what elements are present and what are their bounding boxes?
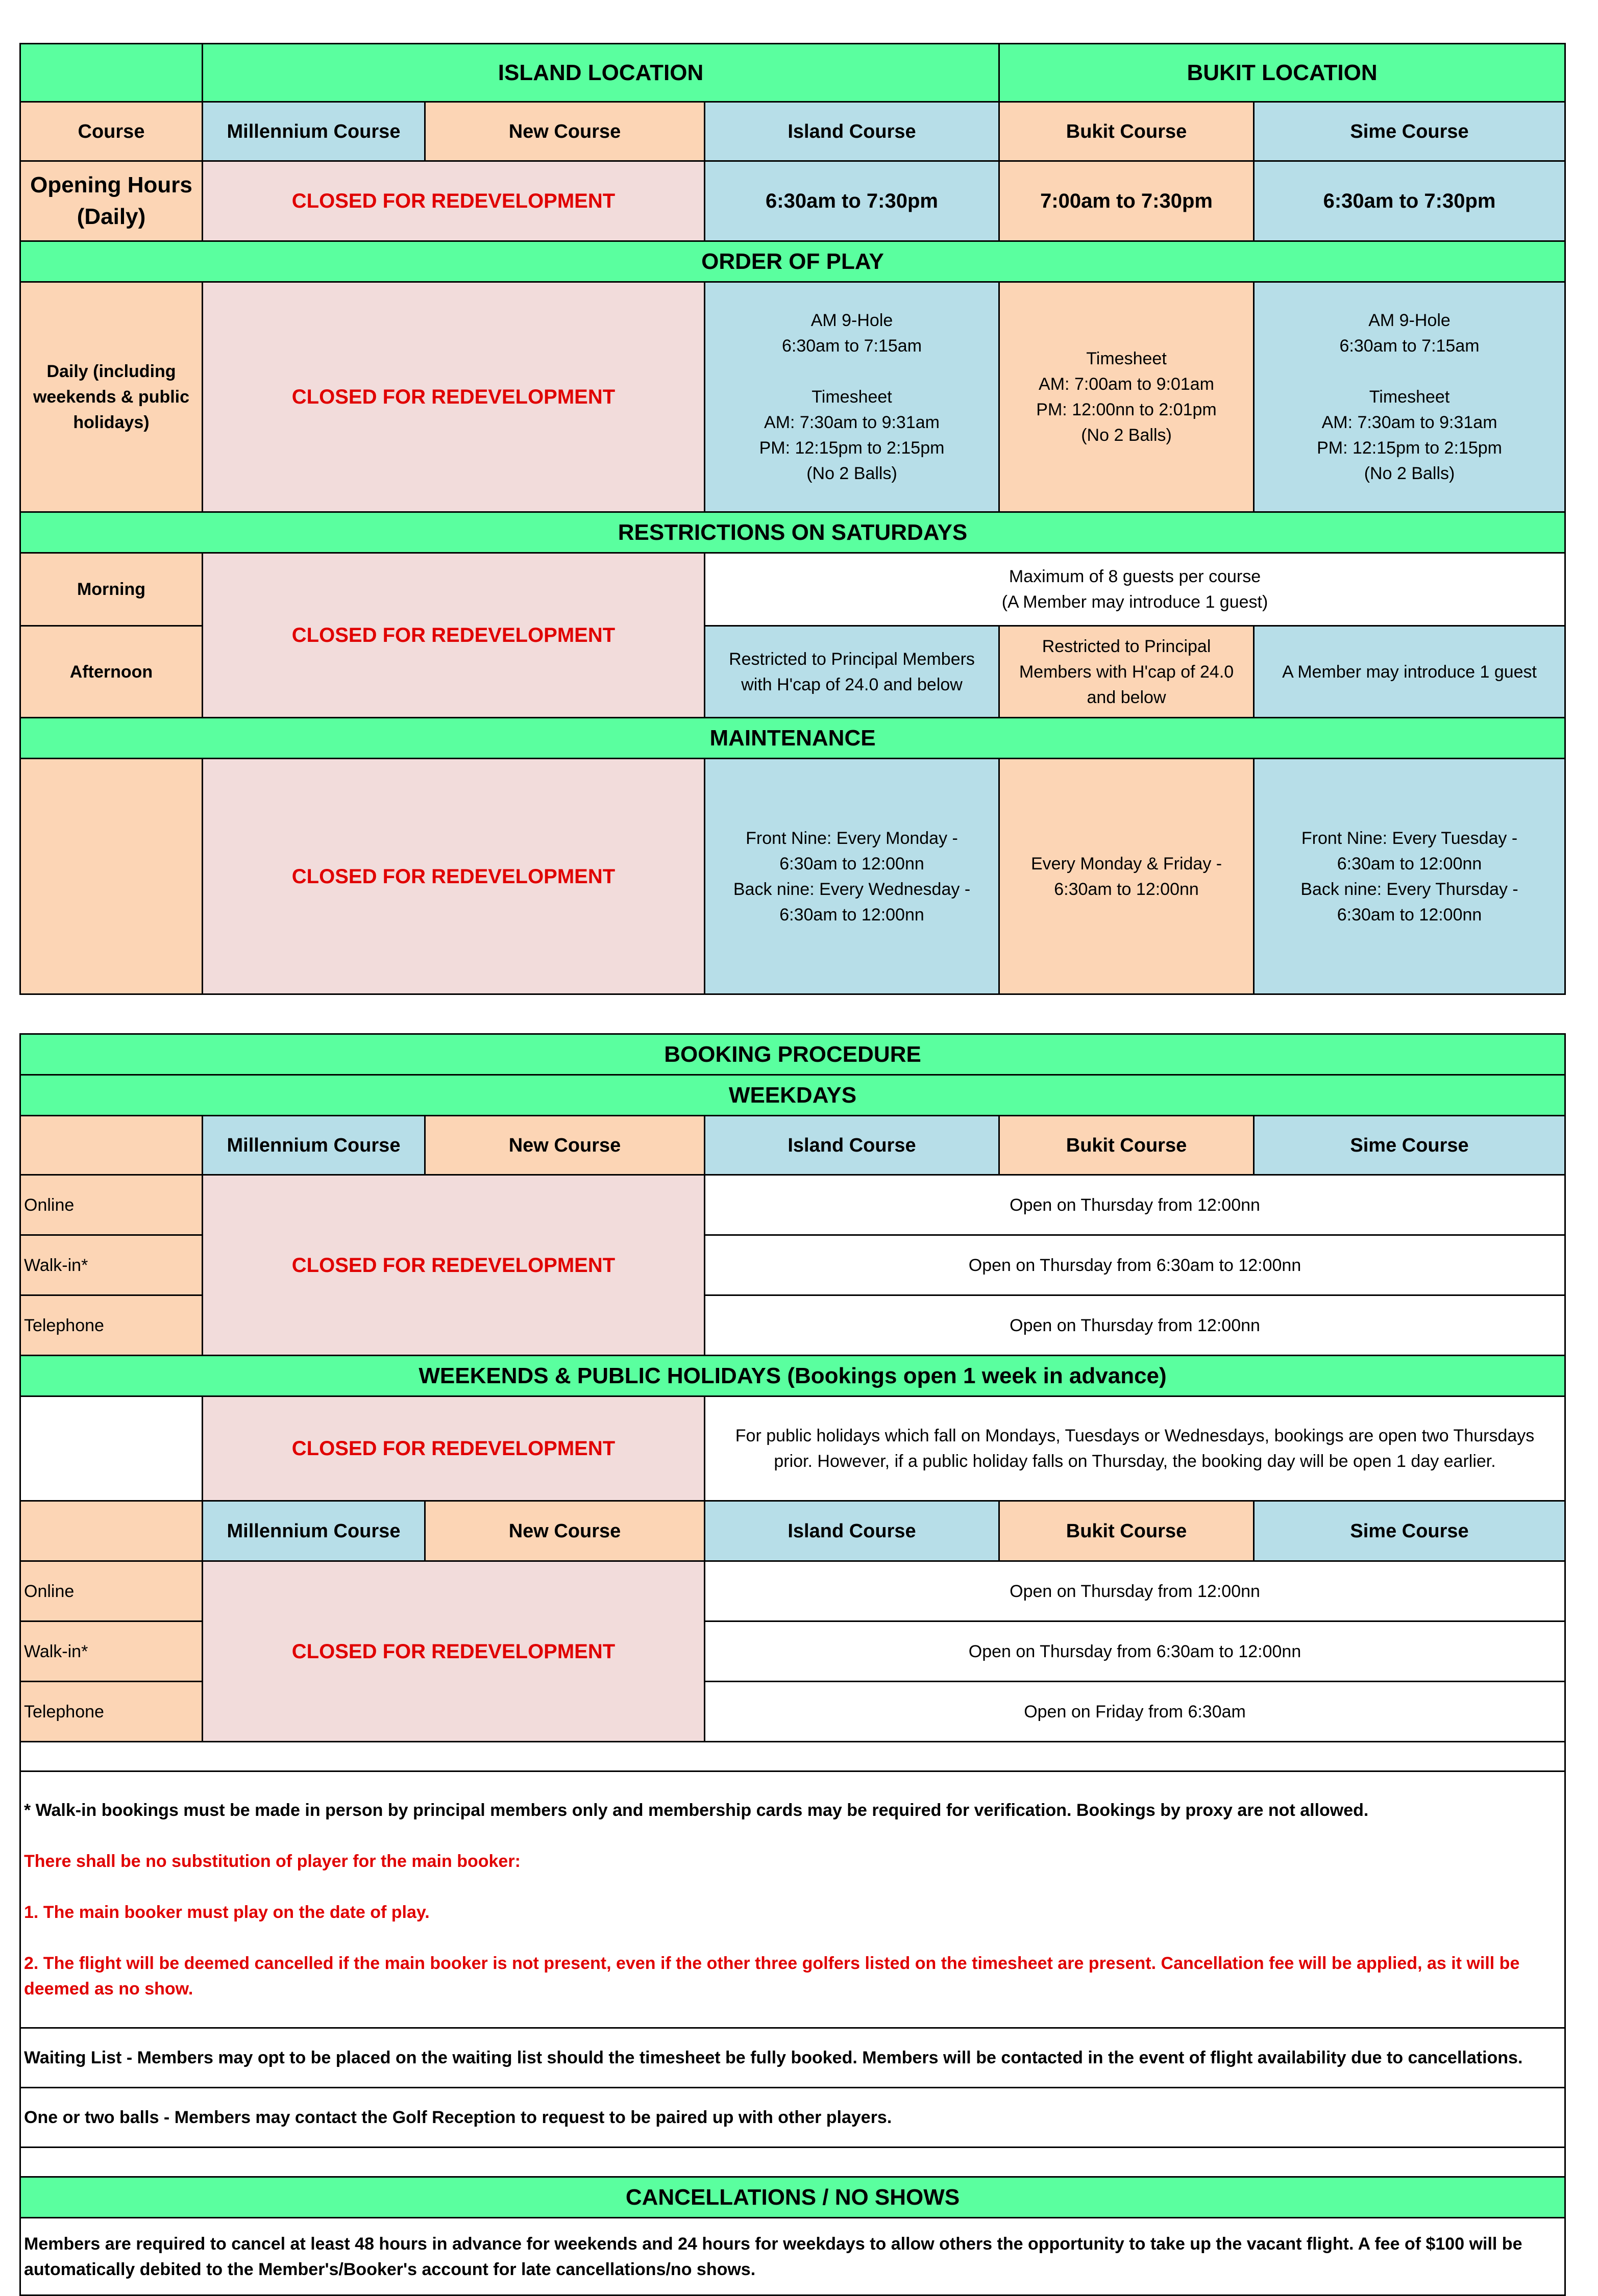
closed-weekends: CLOSED FOR REDEVELOPMENT bbox=[203, 1561, 705, 1742]
island-location-header: ISLAND LOCATION bbox=[203, 44, 999, 102]
bukit-afternoon-restriction: Restricted to Principal Members with H'cap of 24.0 and below bbox=[999, 626, 1254, 718]
weekends-telephone-value: Open on Friday from 6:30am bbox=[705, 1682, 1565, 1742]
weekends-corner-cell bbox=[20, 1501, 203, 1561]
public-holiday-note: For public holidays which fall on Mondays, Tuesdays or Wednesdays, bookings are open two Thursdays prior. However, if a public holiday falls on Thursday, the booking day will be open 1 day earlier. bbox=[705, 1396, 1565, 1501]
weekends-method-telephone: Telephone bbox=[20, 1682, 203, 1742]
morning-label: Morning bbox=[20, 553, 203, 626]
afternoon-label: Afternoon bbox=[20, 626, 203, 718]
weekends-title: WEEKENDS & PUBLIC HOLIDAYS (Bookings open 1 week in advance) bbox=[20, 1356, 1565, 1396]
substitution-note-3: 2. The flight will be deemed cancelled if the main booker is not present, even if the other three golfers listed on the timesheet are present. Cancellation fee will be applied, as it will be deemed as no show. bbox=[24, 1954, 1520, 1999]
weekends-header-island: Island Course bbox=[705, 1501, 999, 1561]
weekends-walkin-value: Open on Thursday from 6:30am to 12:00nn bbox=[705, 1621, 1565, 1682]
public-holiday-empty-cell bbox=[20, 1396, 203, 1501]
bukit-maintenance: Every Monday & Friday - 6:30am to 12:00nn bbox=[999, 759, 1254, 994]
restrictions-title: RESTRICTIONS ON SATURDAYS bbox=[20, 512, 1565, 553]
schedule-table bbox=[19, 43, 1566, 995]
sime-afternoon-restriction: A Member may introduce 1 guest bbox=[1254, 626, 1565, 718]
header-island-course: Island Course bbox=[705, 102, 999, 161]
closed-opening-hours: CLOSED FOR REDEVELOPMENT bbox=[203, 161, 705, 241]
bukit-location-header: BUKIT LOCATION bbox=[999, 44, 1565, 102]
header-new-course: New Course bbox=[425, 102, 705, 161]
spacer-row-2 bbox=[20, 2148, 1565, 2177]
header-sime-course: Sime Course bbox=[1254, 102, 1565, 161]
weekends-header-millennium: Millennium Course bbox=[203, 1501, 425, 1561]
cancellations-text: Members are required to cancel at least 48 hours in advance for weekends and 24 hours for weekdays to allow others the opportunity to take up the vacant flight. A fee of $100 will be automatically debited to the Member's/Booker's account for late cancellations/no shows. bbox=[20, 2218, 1565, 2295]
weekdays-method-online: Online bbox=[20, 1175, 203, 1235]
weekdays-title: WEEKDAYS bbox=[20, 1075, 1565, 1116]
bukit-opening-hours: 7:00am to 7:30pm bbox=[999, 161, 1254, 241]
cancellations-title: CANCELLATIONS / NO SHOWS bbox=[20, 2177, 1565, 2218]
sime-order-of-play: AM 9-Hole 6:30am to 7:15am Timesheet AM: 7:30am to 9:31am PM: 12:15pm to 2:15pm (No 2 Balls) bbox=[1254, 282, 1565, 512]
empty-corner-cell bbox=[20, 44, 203, 102]
booking-procedure-title: BOOKING PROCEDURE bbox=[20, 1034, 1565, 1075]
weekends-header-new: New Course bbox=[425, 1501, 705, 1561]
schedule-section bbox=[19, 43, 1564, 995]
weekdays-walkin-value: Open on Thursday from 6:30am to 12:00nn bbox=[705, 1235, 1565, 1295]
weekends-method-online: Online bbox=[20, 1561, 203, 1621]
weekdays-header-millennium: Millennium Course bbox=[203, 1116, 425, 1175]
substitution-note-1: There shall be no substitution of player for the main booker: bbox=[24, 1852, 521, 1871]
closed-maintenance: CLOSED FOR REDEVELOPMENT bbox=[203, 759, 705, 994]
weekends-header-sime: Sime Course bbox=[1254, 1501, 1565, 1561]
maintenance-label-empty bbox=[20, 759, 203, 994]
weekdays-telephone-value: Open on Thursday from 12:00nn bbox=[705, 1295, 1565, 1356]
closed-public-holiday: CLOSED FOR REDEVELOPMENT bbox=[203, 1396, 705, 1501]
bukit-order-of-play: Timesheet AM: 7:00am to 9:01am PM: 12:00nn to 2:01pm (No 2 Balls) bbox=[999, 282, 1254, 512]
closed-order-of-play: CLOSED FOR REDEVELOPMENT bbox=[203, 282, 705, 512]
island-order-of-play: AM 9-Hole 6:30am to 7:15am Timesheet AM: 7:30am to 9:31am PM: 12:15pm to 2:15pm (No 2 Balls) bbox=[705, 282, 999, 512]
weekdays-online-value: Open on Thursday from 12:00nn bbox=[705, 1175, 1565, 1235]
one-two-balls-note: One or two balls - Members may contact the Golf Reception to request to be paired up with other players. bbox=[20, 2088, 1565, 2148]
sime-maintenance: Front Nine: Every Tuesday - 6:30am to 12:00nn Back nine: Every Thursday - 6:30am to 12:00nn bbox=[1254, 759, 1565, 994]
opening-hours-label: Opening Hours (Daily) bbox=[20, 161, 203, 241]
weekdays-header-new: New Course bbox=[425, 1116, 705, 1175]
weekdays-header-island: Island Course bbox=[705, 1116, 999, 1175]
waiting-list-note: Waiting List - Members may opt to be placed on the waiting list should the timesheet be fully booked. Members will be contacted in the event of flight availability due to cancellations. bbox=[20, 2028, 1565, 2088]
weekdays-corner-cell bbox=[20, 1116, 203, 1175]
walkin-notes bbox=[20, 1771, 1565, 2028]
island-maintenance: Front Nine: Every Monday - 6:30am to 12:00nn Back nine: Every Wednesday - 6:30am to 12:00nn bbox=[705, 759, 999, 994]
weekdays-method-telephone: Telephone bbox=[20, 1295, 203, 1356]
morning-restriction: Maximum of 8 guests per course (A Member may introduce 1 guest) bbox=[705, 553, 1565, 626]
course-label: Course bbox=[20, 102, 203, 161]
maintenance-title: MAINTENANCE bbox=[20, 718, 1565, 759]
header-millennium-course: Millennium Course bbox=[203, 102, 425, 161]
order-of-play-label: Daily (including weekends & public holidays) bbox=[20, 282, 203, 512]
island-afternoon-restriction: Restricted to Principal Members with H'cap of 24.0 and below bbox=[705, 626, 999, 718]
weekends-header-bukit: Bukit Course bbox=[999, 1501, 1254, 1561]
substitution-note-2: 1. The main booker must play on the date of play. bbox=[24, 1903, 430, 1922]
order-of-play-title: ORDER OF PLAY bbox=[20, 241, 1565, 282]
weekends-method-walkin: Walk-in* bbox=[20, 1621, 203, 1682]
spacer-row bbox=[20, 1742, 1565, 1771]
booking-section bbox=[19, 1033, 1564, 2296]
sime-opening-hours: 6:30am to 7:30pm bbox=[1254, 161, 1565, 241]
closed-weekdays: CLOSED FOR REDEVELOPMENT bbox=[203, 1175, 705, 1356]
walkin-note: * Walk-in bookings must be made in person by principal members only and membership cards may be required for verification. Bookings by proxy are not allowed. bbox=[24, 1801, 1369, 1820]
booking-table bbox=[19, 1033, 1566, 2296]
weekdays-header-sime: Sime Course bbox=[1254, 1116, 1565, 1175]
weekdays-header-bukit: Bukit Course bbox=[999, 1116, 1254, 1175]
island-opening-hours: 6:30am to 7:30pm bbox=[705, 161, 999, 241]
weekends-online-value: Open on Thursday from 12:00nn bbox=[705, 1561, 1565, 1621]
header-bukit-course: Bukit Course bbox=[999, 102, 1254, 161]
weekdays-method-walkin: Walk-in* bbox=[20, 1235, 203, 1295]
closed-restrictions: CLOSED FOR REDEVELOPMENT bbox=[203, 553, 705, 718]
